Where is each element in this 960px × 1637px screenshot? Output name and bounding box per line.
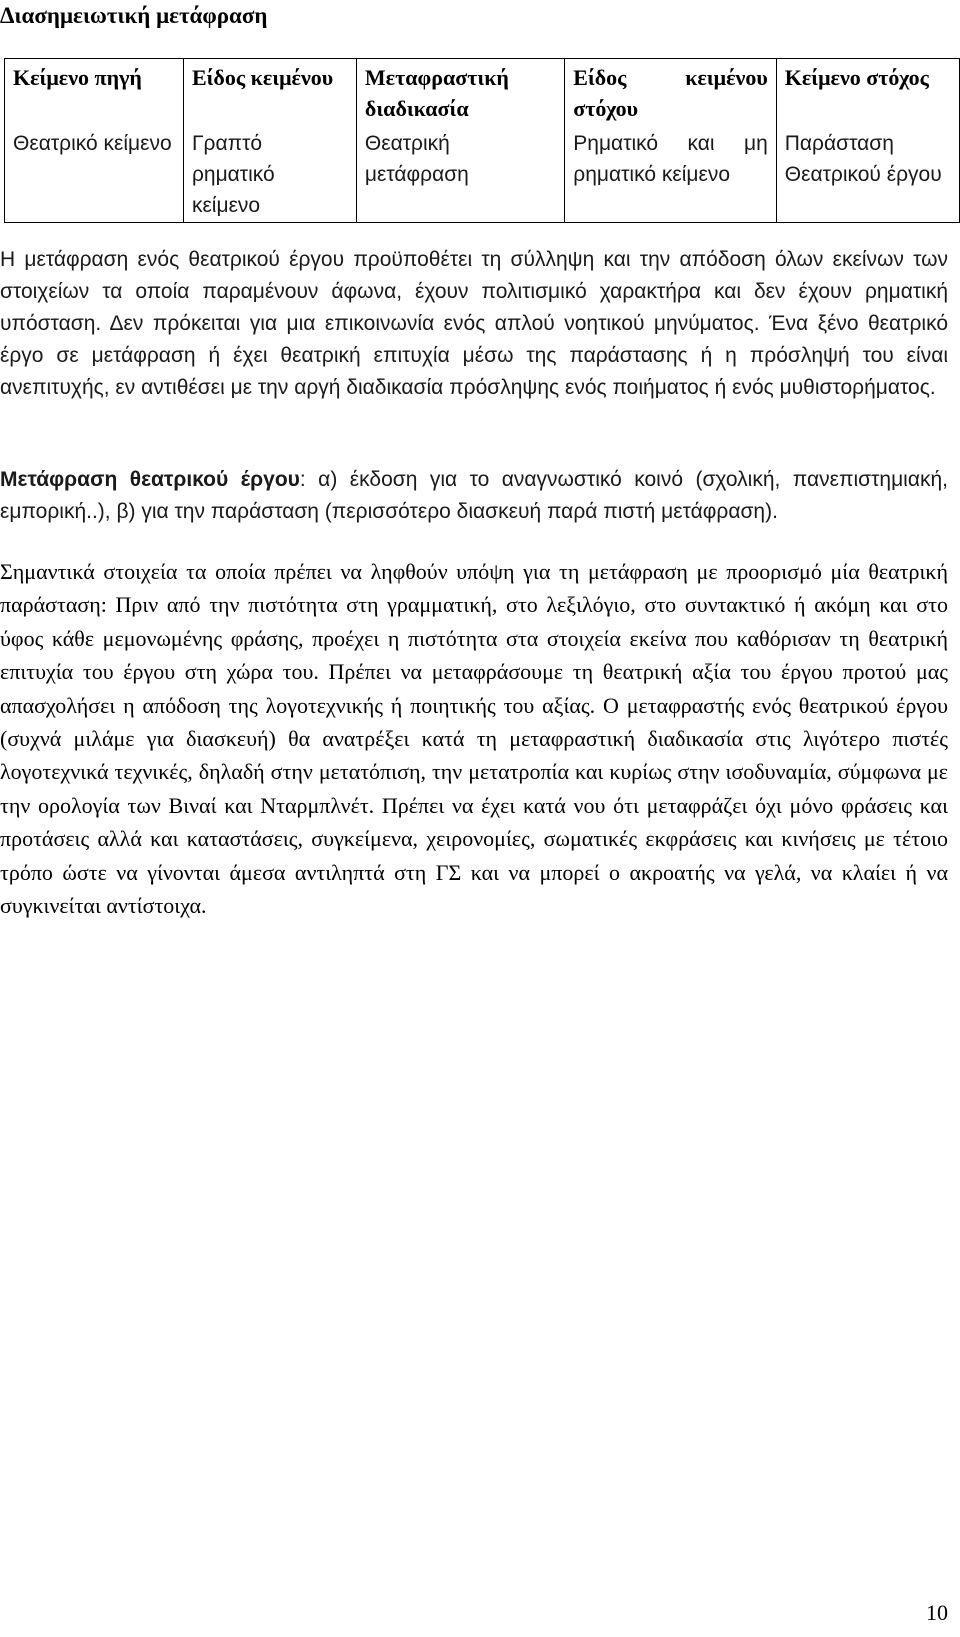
table-header-row (5, 59, 960, 126)
cell-target-text: Παράσταση Θεατρικού έργου (776, 125, 959, 223)
cell-text-type: Γραπτό ρηματικό κείμενο (183, 125, 356, 223)
paragraph-translation-types (0, 464, 948, 528)
paragraph-important-elements: Σημαντικά στοιχεία τα οποία πρέπει να ληφθούν υπόψη για τη μετάφραση με προορισμό μία θεατρική παράσταση: Πριν από την πιστότητα στη γραμματική, στο λεξιλόγιο, στο συντακτικό ή ακόμη και στο ύφος κάθε μεμονωμένης φράσης, προέχει η πιστότητα στα στοιχεία εκείνα που καθόρισαν τη θεατρική επιτυχία του έργου στη χώρα του. Πρέπει να μεταφράσουμε τη θεατρική αξία του έργου προτού μας απασχολήσει η απόδοση της λογοτεχνικής ή ποιητικής του αξίας. Ο μεταφραστής ενός θεατρικού έργου (συχνά μιλάμε για διασκευή) θα ανατρέξει κατά τη μεταφραστική διαδικασία στις λιγότερο πιστές λογοτεχνικά τεχνικές, δηλαδή στην μετατόπιση, την μετατροπία και κυρίως στην ισοδυναμία, σύμφωνα με την ορολογία των Βιναί και Νταρμπλνέτ. Πρέπει να έχει κατά νου ότι μεταφράζει όχι μόνο φράσεις και προτάσεις αλλά και καταστάσεις, συγκείμενα, χειρονομίες, σωματικές εκφράσεις και κινήσεις με τέτοιο τρόπο ώστε να γίνονται άμεσα αντιληπτά στη ΓΣ και να μπορεί ο ακροατής να γελά, να κλαίει ή να συγκινείται αντίστοιχα. (0, 559, 948, 919)
cell-source-text: Θεατρικό κείμενο (5, 125, 184, 223)
header-target-text-type: Είδος κειμένου στόχου (565, 59, 776, 126)
paragraph-lead-text: : α) έκδοση για το αναγνωστικό κοινό (σχολική, πανεπιστημιακή, εμπορική..), β) για την παράσταση (περισσότερο διασκευή παρά πιστή μετάφραση). (0, 468, 948, 523)
document-title: Διασημειωτική μετάφραση (0, 3, 268, 28)
paragraph-theatrical-translation: Η μετάφραση ενός θεατρικού έργου προϋποθέτει τη σύλληψη και την απόδοση όλων εκείνων των στοιχείων τα οποία παραμένουν άφωνα, έχουν πολιτισμικό χαρακτήρα και δεν έχουν ρηματική υπόσταση. Δεν πρόκειται για μια επικοινωνία ενός απλού νοητικού μηνύματος. Ένα ξένο θεατρικό έργο σε μετάφραση ή έχει θεατρική επιτυχία μέσω της παράστασης ή η πρόσληψή του είναι ανεπιτυχής, εν αντιθέσει με την αργή διαδικασία πρόσληψης ενός ποιήματος ή ενός μυθιστορήματος. (0, 248, 948, 399)
header-translation-process: Μεταφραστική διαδικασία (356, 59, 564, 126)
header-target-text: Κείμενο στόχος (776, 59, 959, 126)
header-source-text: Κείμενο πηγή (5, 59, 184, 126)
cell-translation-process: Θεατρική μετάφραση (356, 125, 564, 223)
translation-process-table (4, 58, 960, 223)
page-number: 10 (926, 1600, 948, 1625)
cell-target-text-type: Ρηματικό και μη ρηματικό κείμενο (565, 125, 776, 223)
header-text-type: Είδος κειμένου (183, 59, 356, 126)
paragraph-lead-term: Μετάφραση θεατρικού έργου (0, 468, 300, 491)
table-row (5, 125, 960, 223)
